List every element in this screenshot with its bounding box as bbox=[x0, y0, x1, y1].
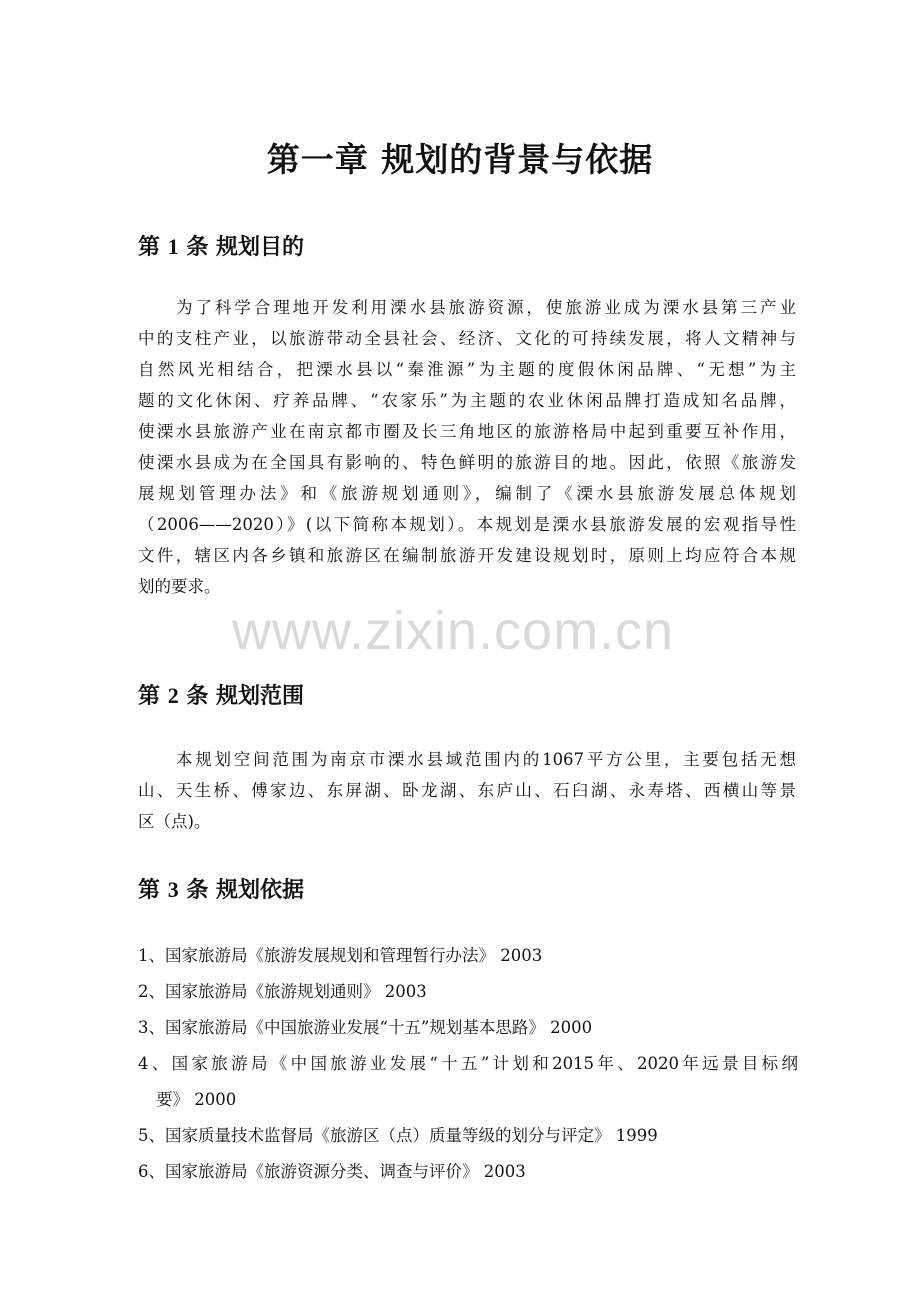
section-heading-title: 条 规划目的 bbox=[186, 234, 305, 260]
paragraph-line: 展规划管理办法》和《旅游规划通则》，编制了《溧水县旅游发展总体规划 bbox=[138, 484, 796, 503]
section-heading-prefix: 第 bbox=[138, 234, 161, 260]
paragraph-line: 山、天生桥、傅家边、东屏湖、卧龙湖、东庐山、石臼湖、永寿塔、西横山等景 bbox=[138, 781, 796, 800]
chapter-title: 第一章 规划的背景与依据 bbox=[266, 140, 654, 179]
paragraph-line: 为了科学合理地开发利用溧水县旅游资源，使旅游业成为溧水县第三产业 bbox=[176, 298, 796, 317]
section-heading-title: 条 规划依据 bbox=[186, 877, 305, 903]
section-heading-2 bbox=[138, 681, 304, 711]
section-heading-number: 3 bbox=[167, 877, 179, 902]
paragraph-line: （2006——2020）》(以下简称本规划）。本规划是溧水县旅游发展的宏观指导性 bbox=[138, 515, 796, 534]
paragraph-line: 中的支柱产业，以旅游带动全县社会、经济、文化的可持续发展，将人文精神与 bbox=[138, 329, 796, 348]
reference-list bbox=[138, 938, 798, 1190]
paragraph-line: 自然风光相结合，把溧水县以“秦淮源”为主题的度假休闲品牌、“无想”为主 bbox=[138, 360, 796, 379]
section-heading-prefix: 第 bbox=[138, 683, 161, 709]
section-heading-number: 2 bbox=[167, 683, 179, 708]
reference-item: 1、国家旅游局《旅游发展规划和管理暂行办法》 2003 bbox=[138, 946, 543, 965]
reference-item: 5、国家质量技术监督局《旅游区（点）质量等级的划分与评定》 1999 bbox=[138, 1126, 658, 1145]
reference-item-continuation: 要》 2000 bbox=[156, 1090, 237, 1109]
section-heading-3 bbox=[138, 875, 304, 905]
section-1-paragraph bbox=[138, 292, 796, 602]
section-heading-number: 1 bbox=[167, 234, 179, 259]
section-heading-1 bbox=[138, 232, 304, 262]
reference-item: 4、国家旅游局《中国旅游业发展“十五”计划和2015年、2020年远景目标纲 bbox=[138, 1054, 798, 1073]
section-heading-prefix: 第 bbox=[138, 877, 161, 903]
section-2-paragraph bbox=[138, 744, 796, 837]
paragraph-line: 使溧水县成为在全国具有影响的、特色鲜明的旅游目的地。因此，依照《旅游发 bbox=[138, 453, 796, 472]
watermark: www.zixin.com.cn bbox=[232, 601, 675, 661]
section-heading-title: 条 规划范围 bbox=[186, 683, 305, 709]
paragraph-line: 区（点)。 bbox=[138, 812, 211, 831]
reference-item: 2、国家旅游局《旅游规划通则》 2003 bbox=[138, 982, 427, 1001]
reference-item: 6、国家旅游局《旅游资源分类、调查与评价》 2003 bbox=[138, 1162, 526, 1181]
paragraph-line: 使溧水县旅游产业在南京都市圈及长三角地区的旅游格局中起到重要互补作用， bbox=[138, 422, 796, 441]
reference-item: 3、国家旅游局《中国旅游业发展“十五”规划基本思路》 2000 bbox=[138, 1018, 593, 1037]
paragraph-line: 文件，辖区内各乡镇和旅游区在编制旅游开发建设规划时，原则上均应符合本规 bbox=[138, 546, 796, 565]
paragraph-line: 题的文化休闲、疗养品牌、“农家乐”为主题的农业休闲品牌打造成知名品牌， bbox=[138, 391, 796, 410]
paragraph-line: 本规划空间范围为南京市溧水县域范围内的1067平方公里，主要包括无想 bbox=[176, 750, 796, 769]
paragraph-line: 划的要求。 bbox=[138, 577, 221, 596]
